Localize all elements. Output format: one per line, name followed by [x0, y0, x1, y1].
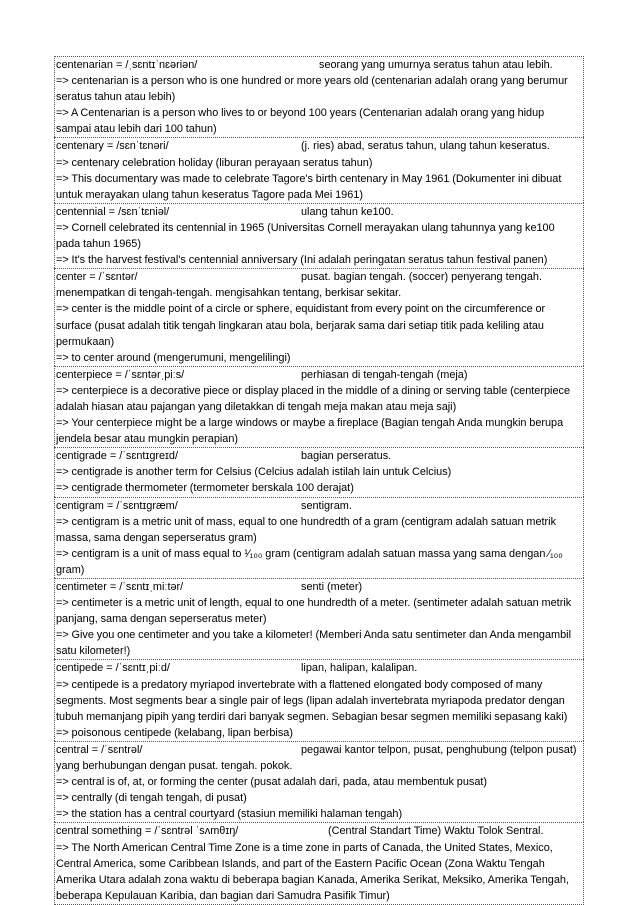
entry-term: centimeter = /ˈsɛntɪˌmiːtər/ — [56, 581, 184, 593]
entry-term: centennial = /sɛnˈtɛniəl/ — [56, 205, 170, 218]
entry-headline — [56, 579, 581, 595]
entry-example: => Give you one centimeter and you take a kilometer! (Memberi Anda satu sentimeter dan Anda mengambil satu kilometer!) — [56, 629, 571, 658]
entry-example: => A Centenarian is a person who lives to or beyond 100 years (Centenarian adalah orang yang hidup sampai atau lebih dari 100 tahun) — [56, 107, 545, 136]
dictionary-entry — [54, 56, 584, 137]
entry-meaning: (j. ries) abad, seratus tahun, ulang tahun keseratus. — [301, 140, 550, 153]
dictionary-entry — [54, 447, 584, 496]
entry-term: centenarian = /ˌsɛntɪˈnɛəriən/ — [56, 59, 198, 71]
entry-headline — [56, 448, 581, 464]
entry-meaning: perhiasan di tengah-tengah (meja) — [301, 368, 468, 381]
entry-term: central = /ˈsɛntrəl/ — [56, 743, 143, 756]
entry-example: => centerpiece is a decorative piece or display placed in the middle of a dining or serving table (centerpiece adalah hiasan atau pajangan yang diletakkan di tengah meja makan atau meja saji) — [56, 384, 571, 413]
dictionary-entry — [54, 578, 584, 659]
entry-example: => centenary celebration holiday (liburan perayaan seratus tahun) — [56, 156, 373, 169]
entry-meaning-continued: menempatkan di tengah-tengah. mengisahkan tentang, berkisar sekitar. — [56, 287, 402, 300]
entry-meaning: seorang yang umurnya seratus tahun atau lebih. — [319, 59, 553, 71]
dictionary-entry — [54, 497, 584, 578]
entry-example: => centigrade is another term for Celsius (Celcius adalah istilah lain untuk Celcius) — [56, 466, 452, 479]
entry-example: => central is of, at, or forming the center (pusat adalah dari, pada, atau membentuk pusat) — [56, 776, 488, 789]
entry-meaning: sentigram. — [301, 499, 352, 512]
entry-term: centipede = /ˈsɛntɪˌpiːd/ — [56, 662, 170, 675]
entry-term: centigrade = /ˈsɛntɪgreɪd/ — [56, 450, 179, 463]
entry-term: central something = /ˈsɛntrəl ˈsʌmθɪŋ/ — [56, 825, 239, 838]
entry-meaning-continued: yang berhubungan dengan pusat. tengah. pokok. — [56, 760, 293, 773]
entry-example: => centipede is a predatory myriapod invertebrate with a flattened elongated body composed of many segments. Most segments bear a single pair of legs (lipan adalah invertebrata myriapoda predator dengan tubuh memanjang pipih yang terdiri dari banyak segmen. Sebagian besar segmen memiliki sepasang kaki) — [56, 678, 568, 723]
entry-headline — [56, 742, 581, 758]
entry-headline — [56, 204, 581, 220]
entry-term: centigram = /ˈsɛntɪgræm/ — [56, 499, 178, 512]
dictionary-entry — [54, 659, 584, 740]
entry-headline — [56, 269, 581, 285]
entry-headline — [56, 57, 581, 73]
entry-example: => centigram is a unit of mass equal to ¹⁄₁₀₀ gram (centigram adalah satuan massa yang sama dengan ⁄₁₀₀ gram) — [56, 547, 563, 576]
entry-example: => centrally (di tengah tengah, di pusat) — [56, 792, 247, 805]
entry-example: => The North American Central Time Zone is a time zone in parts of Canada, the United States, Mexico, Central America, some Caribbean Islands, and part of the Eastern Pacific Ocean (Zona Waktu Tengah Amerika Utara adalah zona waktu di beberapa bagian Kanada, Amerika Serikat, Meksiko, Amerika Tengah, beberapa Kepulauan Karibia, dan bagian dari Samudra Pasifik Timur) — [56, 841, 569, 902]
entry-example: => center is the middle point of a circle or sphere, equidistant from every point on the circumference or surface (pusat adalah titik tengah lingkaran atau bola, berjarak sama dari setiap titik pada keliling atau permukaan) — [56, 303, 546, 348]
entry-headline — [56, 498, 581, 514]
entry-meaning: (Central Standart Time) Waktu Tolok Sentral. — [328, 825, 544, 838]
dictionary-entry — [54, 822, 584, 904]
entry-example: => centenarian is a person who is one hundred or more years old (centenarian adalah orang yang berumur seratus tahun atau lebih) — [56, 75, 568, 104]
entry-term: centenary = /sɛnˈtɛnəri/ — [56, 140, 169, 153]
entry-headline — [56, 823, 581, 839]
entry-meaning: ulang tahun ke100. — [301, 205, 394, 218]
entry-example: => This documentary was made to celebrate Tagore's birth centenary in May 1961 (Dokumenter ini dibuat untuk merayakan ulang tahun keseratus Tagore pada Mei 1961) — [56, 172, 562, 201]
entry-example: => poisonous centipede (kelabang, lipan berbisa) — [56, 726, 293, 739]
entry-meaning: pegawai kantor telpon, pusat, penghubung (telpon pusat) — [301, 743, 577, 756]
dictionary-entry — [54, 203, 584, 268]
entry-example: => Your centerpiece might be a large windows or maybe a fireplace (Bagian tengah Anda mungkin berupa jendela besar atau mungkin perapian) — [56, 417, 564, 446]
glossary-sheet — [54, 56, 584, 905]
entry-term: center = /ˈsɛntər/ — [56, 271, 138, 284]
entry-example: => the station has a central courtyard (stasiun memiliki halaman tengah) — [56, 808, 403, 821]
entry-term: centerpiece = /ˈsɛntərˌpiːs/ — [56, 368, 185, 381]
entry-meaning: pusat. bagian tengah. (soccer) penyerang tengah. — [301, 271, 542, 284]
entry-meaning: bagian perseratus. — [301, 450, 392, 463]
dictionary-entry — [54, 741, 584, 822]
entry-headline — [56, 367, 581, 383]
dictionary-entry — [54, 268, 584, 366]
entry-example: => centigram is a metric unit of mass, equal to one hundredth of a gram (centigram adalah satuan metrik massa, sama dengan seperseratus gram) — [56, 515, 557, 544]
entry-headline — [56, 660, 581, 676]
entry-example: => centimeter is a metric unit of length, equal to one hundredth of a meter. (sentimeter adalah satuan metrik panjang, sama dengan seperseratus meter) — [56, 597, 572, 626]
entry-example: => Cornell celebrated its centennial in 1965 (Universitas Cornell merayakan ulang tahunnya yang ke100 pada tahun 1965) — [56, 221, 555, 251]
entry-meaning: senti (meter) — [301, 581, 363, 593]
dictionary-entry — [54, 137, 584, 202]
dictionary-entry — [54, 366, 584, 447]
entry-example: => to center around (mengerumuni, mengelilingi) — [56, 351, 291, 364]
entry-meaning: lipan, halipan, kalalipan. — [301, 662, 418, 675]
entry-example: => centigrade thermometer (termometer berskala 100 derajat) — [56, 482, 354, 495]
entry-example: => It's the harvest festival's centennial anniversary (Ini adalah peringatan seratus tahun festival panen) — [56, 254, 548, 267]
entry-headline — [56, 138, 581, 154]
